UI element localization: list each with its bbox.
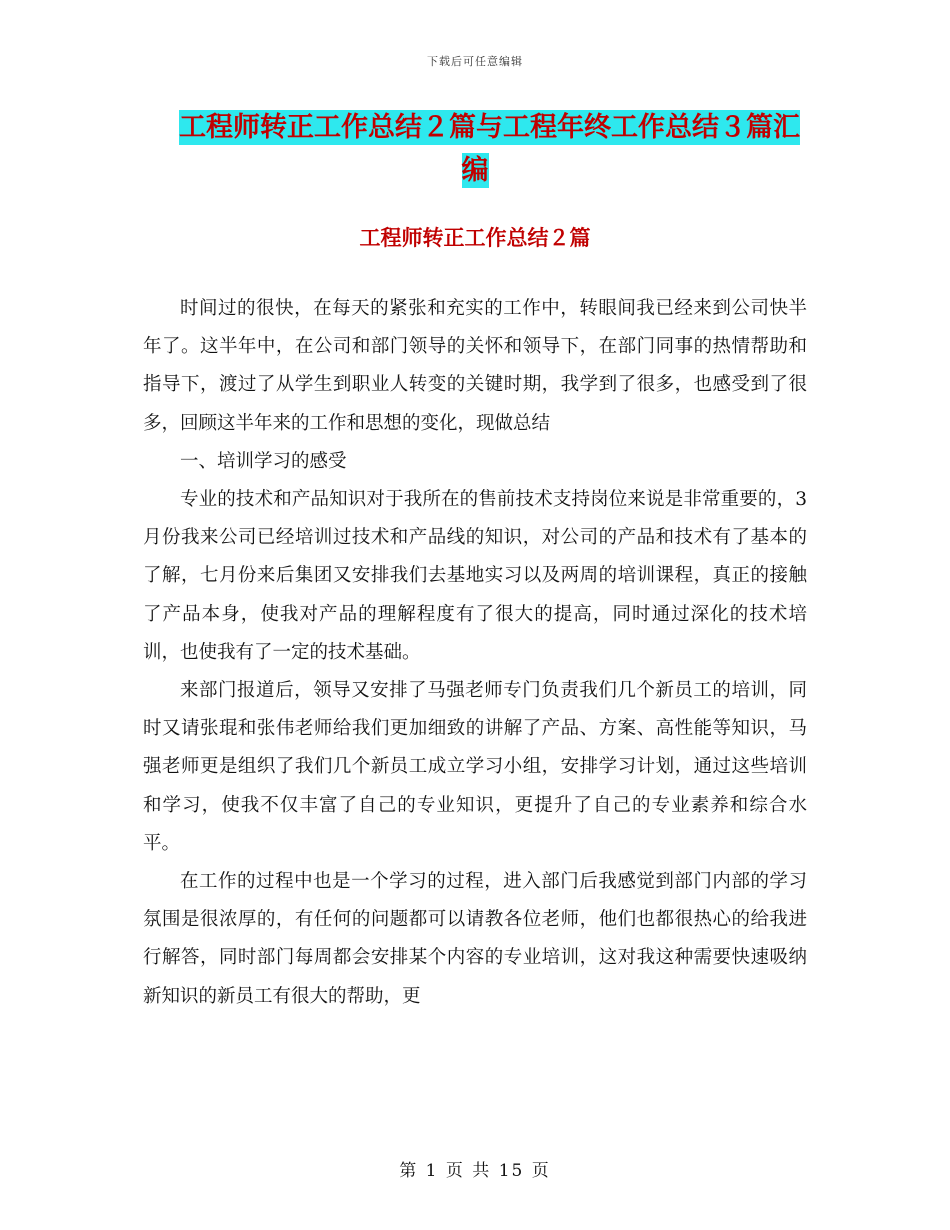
- section-title: 工程师转正工作总结２篇: [359, 226, 591, 250]
- body-text: [143, 290, 807, 1016]
- header-note: 下载后可任意编辑: [427, 55, 523, 68]
- page-number: 第 1 页 共 15 页: [399, 1161, 551, 1181]
- paragraph: 在工作的过程中也是一个学习的过程，进入部门后我感觉到部门内部的学习氛围是很浓厚的，有任何的问题都可以请教各位老师，他们也都很热心的给我进行解答，同时部门每周都会安排某个内容的专业培训，这对我这种需要快速吸纳新知识的新员工有很大的帮助，更: [143, 871, 807, 1007]
- paragraph: 专业的技术和产品知识对于我所在的售前技术支持岗位来说是非常重要的，3月份我来公司已经培训过技术和产品线的知识，对公司的产品和技术有了基本的了解，七月份来后集团又安排我们去基地实习以及两周的培训课程，真正的接触了产品本身，使我对产品的理解程度有了很大的提高，同时通过深化的技术培训，也使我有了一定的技术基础。: [143, 489, 807, 663]
- document-title-line-2: [140, 149, 810, 192]
- paragraph: 时间过的很快，在每天的紧张和充实的工作中，转眼间我已经来到公司快半年了。这半年中，在公司和部门领导的关怀和领导下，在部门同事的热情帮助和指导下，渡过了从学生到职业人转变的关键时期，我学到了很多，也感受到了很多，回顾这半年来的工作和思想的变化，现做总结: [143, 298, 807, 434]
- subheading: 一、培训学习的感受: [180, 450, 347, 472]
- title-highlight: 工程师转正工作总结２篇与工程年终工作总结３篇汇: [179, 112, 800, 143]
- title-highlight: 编: [461, 155, 489, 186]
- document-title: [140, 106, 810, 192]
- document-title-line-1: [140, 106, 810, 149]
- paragraph: 来部门报道后，领导又安排了马强老师专门负责我们几个新员工的培训，同时又请张琨和张伟老师给我们更加细致的讲解了产品、方案、高性能等知识，马强老师更是组织了我们几个新员工成立学习小组，安排学习计划，通过这些培训和学习，使我不仅丰富了自己的专业知识，更提升了自己的专业素养和综合水平。: [143, 680, 807, 854]
